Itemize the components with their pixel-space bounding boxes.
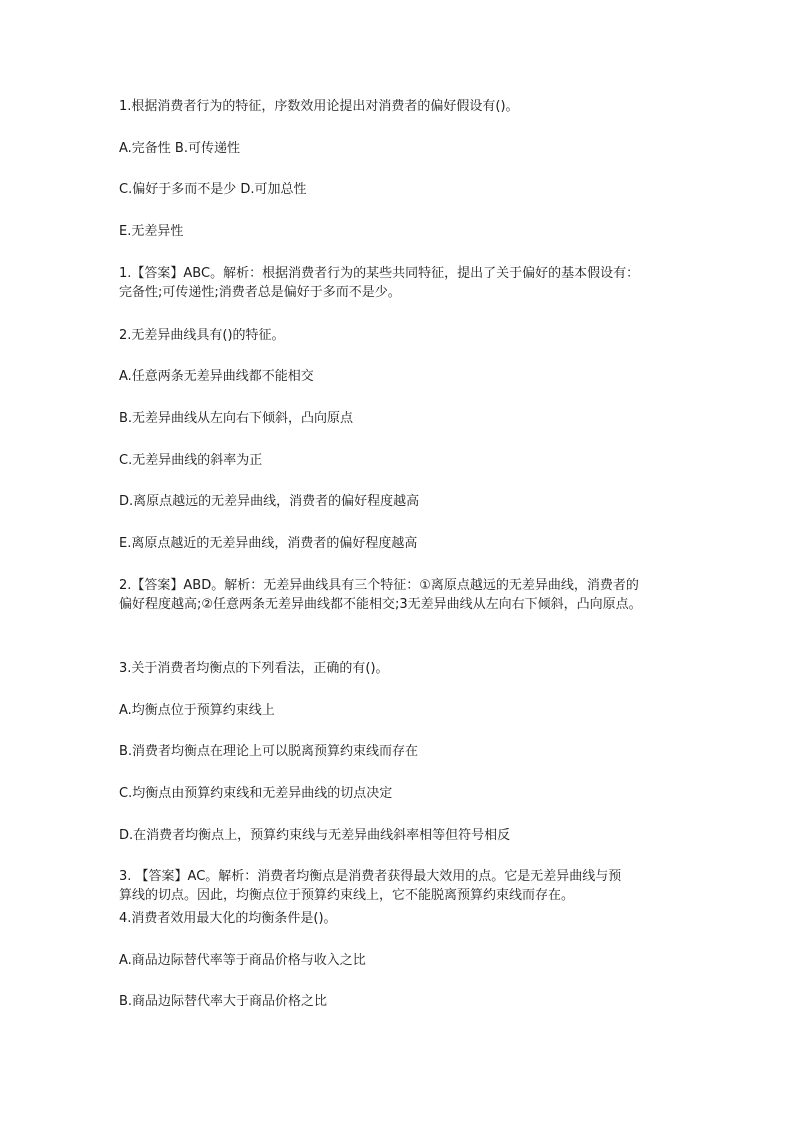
question-4-stem: 4.消费者效用最大化的均衡条件是()。 [119, 911, 337, 926]
question-4-option-b: B.商品边际替代率大于商品价格之比 [119, 994, 328, 1009]
question-2-option-d: D.离原点越远的无差异曲线，消费者的偏好程度越高 [119, 494, 420, 509]
question-1-option-cd: C.偏好于多而不是少 D.可加总性 [119, 182, 307, 197]
question-2-answer-line-2: 偏好程度越高;②任意两条无差异曲线都不能相交;3无差异曲线从左向右下倾斜，凸向原点。 [119, 597, 642, 612]
question-2-stem: 2.无差异曲线具有()的特征。 [119, 328, 285, 343]
question-1-answer-line-2: 完备性;可传递性;消费者总是偏好于多而不是少。 [119, 285, 401, 300]
question-3-option-b: B.消费者均衡点在理论上可以脱离预算约束线而存在 [119, 744, 419, 759]
question-3-option-c: C.均衡点由预算约束线和无差异曲线的切点决定 [119, 786, 393, 801]
question-4-option-a: A.商品边际替代率等于商品价格与收入之比 [119, 953, 366, 968]
question-3-option-d: D.在消费者均衡点上，预算约束线与无差异曲线斜率相等但符号相反 [119, 828, 511, 843]
question-2-option-c: C.无差异曲线的斜率为正 [119, 453, 263, 468]
question-3-answer-line-1: 3. 【答案】AC。解析：消费者均衡点是消费者获得最大效用的点。它是无差异曲线与预 [119, 869, 622, 884]
question-2-option-b: B.无差异曲线从左向右下倾斜，凸向原点 [119, 411, 354, 426]
question-1-option-ab: A.完备性 B.可传递性 [119, 141, 240, 156]
question-2-option-e: E.离原点越近的无差异曲线，消费者的偏好程度越高 [119, 536, 418, 551]
question-2-option-a: A.任意两条无差异曲线都不能相交 [119, 369, 314, 384]
question-1-option-e: E.无差异性 [119, 224, 184, 239]
question-3-option-a: A.均衡点位于预算约束线上 [119, 703, 275, 718]
question-2-answer-line-1: 2.【答案】ABD。解析：无差异曲线具有三个特征：①离原点越远的无差异曲线，消费者的 [119, 578, 639, 593]
question-3-stem: 3.关于消费者均衡点的下列看法，正确的有()。 [119, 661, 389, 676]
question-3-answer-line-2: 算线的切点。因此，均衡点位于预算约束线上，它不能脱离预算约束线而存在。 [119, 888, 575, 903]
question-1-answer-line-1: 1.【答案】ABC。解析：根据消费者行为的某些共同特征，提出了关于偏好的基本假设有： [119, 266, 640, 281]
question-1-stem: 1.根据消费者行为的特征，序数效用论提出对消费者的偏好假设有()。 [119, 99, 519, 114]
